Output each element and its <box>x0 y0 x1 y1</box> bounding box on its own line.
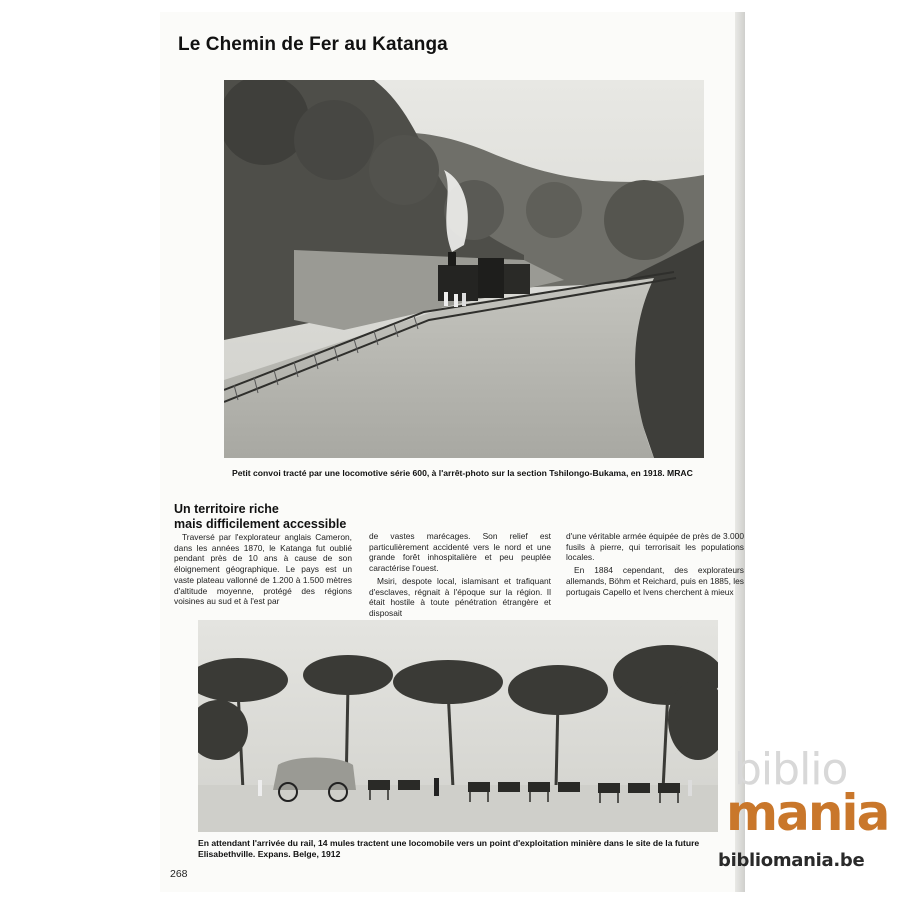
text-column-3 <box>566 531 744 599</box>
section-heading-line2: mais difficilement accessible <box>174 517 347 531</box>
page-title: Le Chemin de Fer au Katanga <box>178 34 448 55</box>
railway-photo-drawing <box>224 80 704 458</box>
mules-photo-caption: En attendant l'arrivée du rail, 14 mules tractent une locomobile vers un point d'exploitation minière dans le site de la future Elisabethville. Expans. Belge, 1912 <box>198 838 700 859</box>
paragraph: Traversé par l'explorateur anglais Cameron, dans les années 1870, le Katanga fut oublié pendant près de 10 ans à cause de son éloignement géographique. Le pays est un vaste plateau vallonné de 1.200 à 1.500 mètres d'altitude moyenne, protégé des régions voisines au sud et à l'est par <box>174 532 352 607</box>
paragraph: Msiri, despote local, islamisant et trafiquant d'esclaves, régnait à l'époque sur la région. Il était hostile à toute pénétration étrangère et disposait <box>369 575 551 618</box>
railway-photo-caption: Petit convoi tracté par une locomotive série 600, à l'arrêt-photo sur la section Tshilongo-Bukama, en 1918. MRAC <box>232 468 693 478</box>
mules-photo <box>198 620 718 832</box>
page-number: 268 <box>170 868 188 880</box>
watermark-biblio: biblio <box>734 744 848 795</box>
paragraph: d'une véritable armée équipée de près de 3.000 fusils à pierre, qui terrorisait les populations locales. <box>566 531 744 563</box>
watermark-site: bibliomania.be <box>718 850 865 871</box>
text-column-1 <box>174 532 352 609</box>
paragraph: de vastes marécages. Son relief est particulièrement accidenté vers le nord et une grande forêt inhospitalière et peu peuplée caractérise l'ouest. <box>369 531 551 574</box>
railway-photo <box>224 80 704 458</box>
bibliomania-watermark <box>718 744 890 888</box>
paragraph: En 1884 cependant, des explorateurs allemands, Böhm et Reichard, puis en 1885, les portugais Capello et Ivens cherchent à mieux <box>566 565 744 597</box>
section-heading-line1: Un territoire riche <box>174 502 279 516</box>
section-heading <box>174 502 346 532</box>
watermark-mania: mania <box>726 784 889 842</box>
mules-photo-drawing <box>198 620 718 832</box>
text-column-2 <box>369 531 551 621</box>
